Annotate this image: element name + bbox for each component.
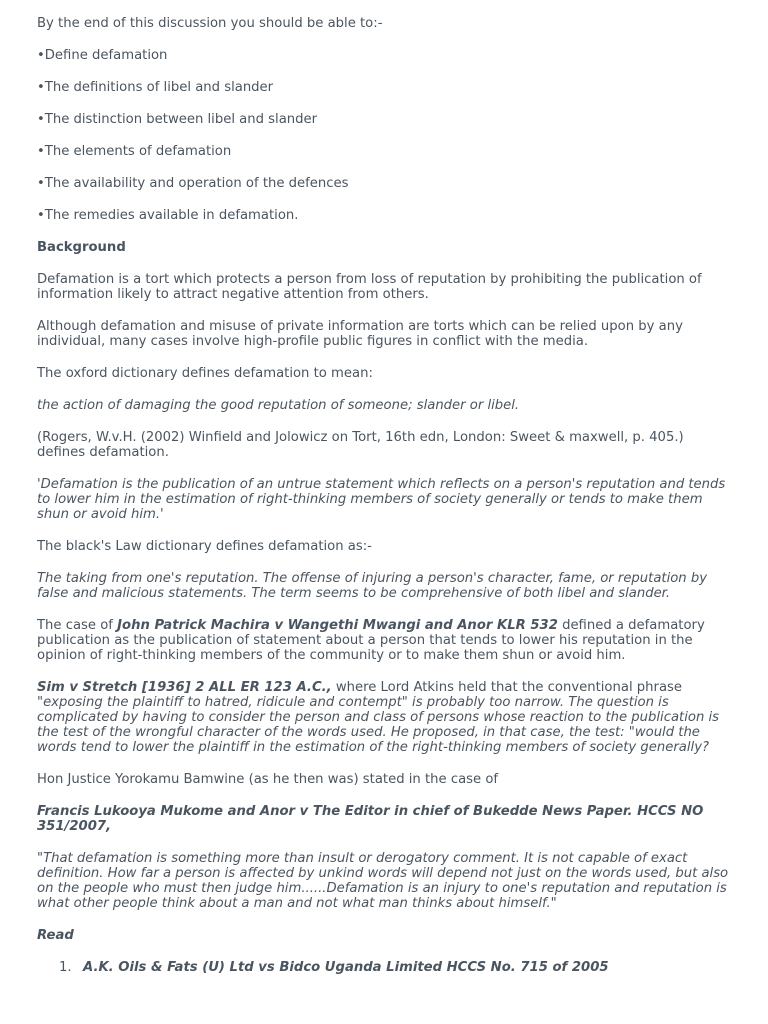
oxford-intro: The oxford dictionary defines defamation to mean: [37,366,373,381]
background-paragraph-2: Although defamation and misuse of private information are torts which can be relied upon by any individual, many cases involve high-profile public figures in conflict with the media. [37,319,683,349]
objective-item: •Define defamation [37,48,168,63]
intro-text: By the end of this discussion you should be able to:- [37,16,383,31]
machira-case-name: John Patrick Machira v Wangethi Mwangi and Anor KLR 532 [117,618,558,633]
sim-paragraph [37,680,732,755]
reading-list-item [59,960,732,975]
oxford-definition: the action of damaging the good reputation of someone; slander or libel. [37,398,520,413]
bamwine-intro: Hon Justice Yorokamu Bamwine (as he then was) stated in the case of [37,772,499,787]
reading-item-text: A.K. Oils & Fats (U) Ltd vs Bidco Uganda Limited HCCS No. 715 of 2005 [83,960,609,975]
objective-item: •The availability and operation of the defences [37,176,349,191]
sim-rest: "exposing the plaintiff to hatred, ridicule and contempt" is probably too narrow. The question is complicated by having to consider the person and class of persons whose reaction to the publication is the test of the wrongful character of the words used. He proposed, in that case, the test: "would the words tend to lower the plaintiff in the estimation of the right-thinking members of society generally? [37,695,720,755]
sim-lead: where Lord Atkins held that the conventional phrase [331,680,683,695]
objective-item: •The remedies available in defamation. [37,208,299,223]
bamwine-quote: "That defamation is something more than insult or derogatory comment. It is not capable of exact definition. How far a person is affected by unkind words will depend not just on the words used, but also on the people who must then judge him......Defamation is an injury to one's reputation and reputation is what other people think about a man and not what man thinks about himself." [37,851,729,911]
sim-case-name: Sim v Stretch [1936] 2 ALL ER 123 A.C., [37,680,332,695]
objective-item: •The definitions of libel and slander [37,80,274,95]
blacks-definition: The taking from one's reputation. The offense of injuring a person's character, fame, or reputation by false and malicious statements. The term seems to be comprehensive of both libel and slander. [37,571,708,601]
machira-lead: The case of [37,618,118,633]
machira-rest: defined a defamatory publication as the publication of statement about a person that tends to lower his reputation in the opinion of right-thinking members of the community or to make them shun or avoid him. [37,618,705,663]
blacks-intro: The black's Law dictionary defines defamation as:- [37,539,372,554]
reading-list [37,960,732,975]
machira-paragraph [37,618,732,663]
objective-item: •The elements of defamation [37,144,232,159]
reading-item-number: 1. [59,960,72,975]
rogers-definition: 'Defamation is the publication of an untrue statement which reflects on a person's reputation and tends to lower him in the estimation of right-thinking members of society generally or tends to make them shun or avoid him.' [37,477,726,522]
rogers-citation: (Rogers, W.v.H. (2002) Winfield and Jolowicz on Tort, 16th edn, London: Sweet & maxwell, p. 405.) defines defamation. [37,430,684,460]
objective-item: •The distinction between libel and slander [37,112,318,127]
background-paragraph-1: Defamation is a tort which protects a person from loss of reputation by prohibiting the publication of information likely to attract negative attention from others. [37,272,702,302]
read-heading: Read [37,928,74,943]
background-heading: Background [37,240,126,255]
bamwine-case-name: Francis Lukooya Mukome and Anor v The Editor in chief of Bukedde News Paper. HCCS NO 351/2007, [37,804,704,834]
objectives-list [37,48,732,223]
